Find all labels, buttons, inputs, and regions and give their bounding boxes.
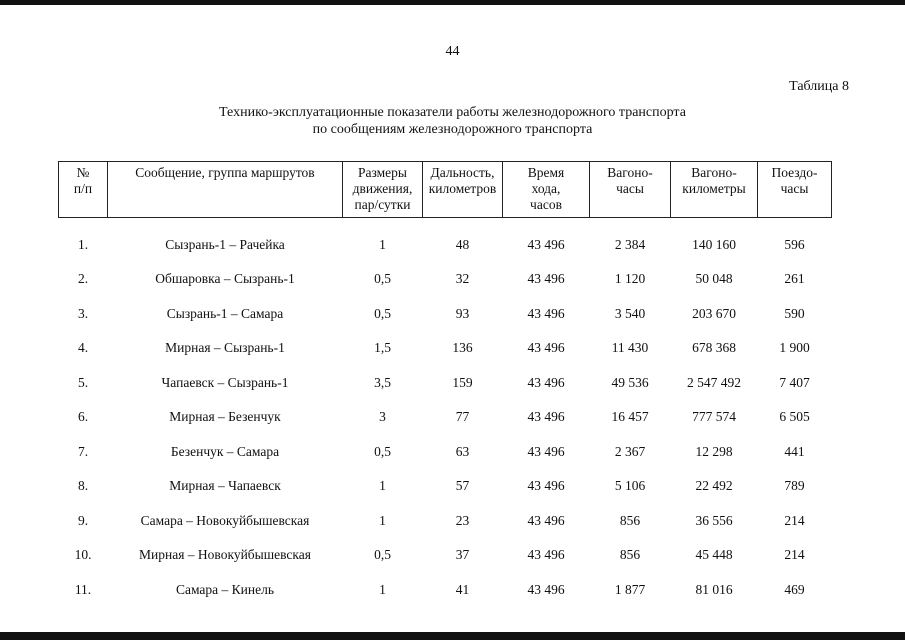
cell-car-hours: 11 430 [611, 340, 649, 356]
cell-route: Обшаровка – Сызрань-1 [155, 271, 295, 287]
scan-top-edge [0, 0, 905, 5]
cell-train-hours: 214 [784, 512, 805, 528]
cell-distance: 48 [455, 237, 470, 252]
cell-distance: 41 [455, 581, 470, 597]
scan-bottom-edge [0, 632, 905, 640]
cell-number: 3. [77, 305, 89, 321]
cell-distance: 77 [455, 409, 470, 425]
header-col-frequency [343, 162, 423, 218]
cell-route: Мирная – Безенчук [169, 409, 281, 425]
cell-car-km: 50 048 [695, 271, 733, 287]
cell-car-km: 140 160 [692, 237, 736, 252]
header-line: Поездо- [771, 165, 818, 180]
header-row [59, 162, 832, 218]
cell-distance: 63 [455, 443, 470, 459]
header-line: движения, [352, 181, 413, 196]
cell-route: Самара – Новокуйбышевская [140, 512, 310, 528]
cell-frequency: 0,5 [374, 547, 391, 563]
cell-car-hours: 16 457 [611, 409, 649, 425]
cell-frequency: 3,5 [374, 374, 391, 390]
cell-frequency: 1 [379, 237, 386, 252]
cell-frequency: 0,5 [374, 443, 391, 459]
table-body [59, 218, 832, 608]
table-row [59, 331, 832, 366]
cell-number: 2. [77, 271, 89, 287]
header-line: часов [530, 197, 562, 212]
page-number: 44 [445, 44, 460, 59]
header-col-train-hours [758, 162, 832, 218]
cell-car-km: 45 448 [695, 547, 733, 563]
cell-route: Чапаевск – Сызрань-1 [161, 374, 289, 390]
table-label: Таблица 8 [789, 79, 849, 94]
cell-car-hours: 2 384 [614, 237, 646, 252]
cell-frequency: 1 [379, 512, 386, 528]
cell-frequency: 1 [379, 478, 386, 494]
table-row [59, 400, 832, 435]
header-line: Размеры [358, 165, 407, 180]
cell-car-hours: 856 [619, 547, 641, 563]
cell-frequency: 3 [379, 409, 386, 425]
cell-train-hours: 261 [784, 271, 805, 287]
cell-travel-time: 43 496 [527, 305, 565, 321]
cell-number: 6. [77, 409, 89, 425]
header-col-number [59, 162, 108, 218]
cell-distance: 37 [455, 547, 470, 563]
cell-distance: 32 [455, 271, 470, 287]
cell-distance: 93 [455, 305, 470, 321]
cell-travel-time: 43 496 [527, 478, 565, 494]
cell-travel-time: 43 496 [527, 340, 565, 356]
header-line: Дальность, [430, 165, 495, 180]
header-col-distance [423, 162, 503, 218]
cell-car-km: 12 298 [695, 443, 733, 459]
cell-train-hours: 214 [784, 547, 805, 563]
cell-car-km: 678 368 [692, 340, 736, 356]
cell-car-hours: 3 540 [614, 305, 646, 321]
cell-number: 11. [74, 581, 92, 597]
cell-car-km: 203 670 [692, 305, 736, 321]
cell-train-hours: 1 900 [779, 340, 810, 356]
cell-distance: 136 [452, 340, 473, 356]
cell-frequency: 1,5 [374, 340, 391, 356]
cell-travel-time: 43 496 [527, 547, 565, 563]
header-line: Вагоно- [607, 165, 653, 180]
cell-car-hours: 49 536 [611, 374, 649, 390]
table-row [59, 435, 832, 470]
cell-train-hours: 441 [784, 443, 805, 459]
cell-train-hours: 6 505 [779, 409, 810, 425]
cell-route: Самара – Кинель [175, 581, 275, 597]
cell-train-hours: 590 [784, 305, 805, 321]
header-col-car-hours [590, 162, 671, 218]
header-line: хода, [531, 181, 561, 196]
table-row [59, 262, 832, 297]
cell-car-km: 2 547 492 [687, 374, 741, 390]
cell-number: 8. [77, 478, 89, 494]
header-line: Время [527, 165, 565, 180]
cell-travel-time: 43 496 [527, 409, 565, 425]
cell-train-hours: 596 [784, 237, 805, 252]
cell-number: 9. [77, 512, 89, 528]
cell-train-hours: 469 [784, 581, 805, 597]
header-line: Вагоно- [691, 165, 737, 180]
cell-train-hours: 789 [784, 478, 805, 494]
cell-car-hours: 1 877 [614, 581, 646, 597]
header-line: часы [616, 181, 644, 196]
cell-frequency: 0,5 [374, 271, 391, 287]
table-title-line-1: Технико-эксплуатационные показатели работы железнодорожного транспорта [219, 105, 686, 120]
cell-frequency: 1 [379, 581, 386, 597]
table-row [59, 469, 832, 504]
header-col-travel-time [503, 162, 590, 218]
header-line: Сообщение, группа маршрутов [135, 165, 315, 180]
header-line: километров [428, 181, 497, 196]
header-line: п/п [73, 181, 93, 196]
cell-route: Сызрань-1 – Самара [166, 305, 284, 321]
cell-route: Мирная – Чапаевск [169, 478, 281, 494]
cell-travel-time: 43 496 [527, 443, 565, 459]
header-line: пар/сутки [354, 197, 411, 212]
cell-route: Мирная – Новокуйбышевская [139, 547, 311, 563]
cell-travel-time: 43 496 [527, 374, 565, 390]
cell-car-km: 777 574 [692, 409, 736, 425]
table-row [59, 573, 832, 608]
cell-car-hours: 856 [619, 512, 641, 528]
cell-car-km: 81 016 [695, 581, 733, 597]
cell-train-hours: 7 407 [779, 374, 810, 390]
cell-car-hours: 5 106 [614, 478, 646, 494]
cell-route: Безенчук – Самара [170, 443, 280, 459]
cell-distance: 23 [455, 512, 470, 528]
cell-number: 10. [74, 547, 92, 563]
cell-distance: 57 [455, 478, 470, 494]
cell-car-hours: 1 120 [614, 271, 646, 287]
table-title-line-2: по сообщениям железнодорожного транспорта [312, 122, 593, 137]
table-header [59, 162, 832, 218]
table-row [59, 538, 832, 573]
table-row [59, 504, 832, 539]
indicators-table [58, 161, 832, 607]
cell-route: Мирная – Сызрань-1 [165, 340, 285, 356]
header-col-route [108, 162, 343, 218]
cell-travel-time: 43 496 [527, 237, 565, 252]
cell-travel-time: 43 496 [527, 512, 565, 528]
header-line: № [76, 165, 90, 180]
cell-travel-time: 43 496 [527, 581, 565, 597]
cell-car-hours: 2 367 [614, 443, 646, 459]
cell-route: Сызрань-1 – Рачейка [165, 237, 285, 252]
cell-number: 4. [77, 340, 89, 356]
cell-number: 7. [77, 443, 89, 459]
header-line: километры [682, 181, 746, 196]
table-row [59, 218, 832, 263]
header-col-car-km [671, 162, 758, 218]
cell-car-km: 22 492 [695, 478, 733, 494]
cell-car-km: 36 556 [695, 512, 733, 528]
cell-distance: 159 [452, 374, 473, 390]
table-title [0, 104, 905, 138]
cell-number: 5. [77, 374, 89, 390]
cell-frequency: 0,5 [374, 305, 391, 321]
cell-number: 1. [77, 237, 89, 252]
header-line: часы [780, 181, 809, 196]
table-row [59, 297, 832, 332]
cell-travel-time: 43 496 [527, 271, 565, 287]
table-row [59, 366, 832, 401]
